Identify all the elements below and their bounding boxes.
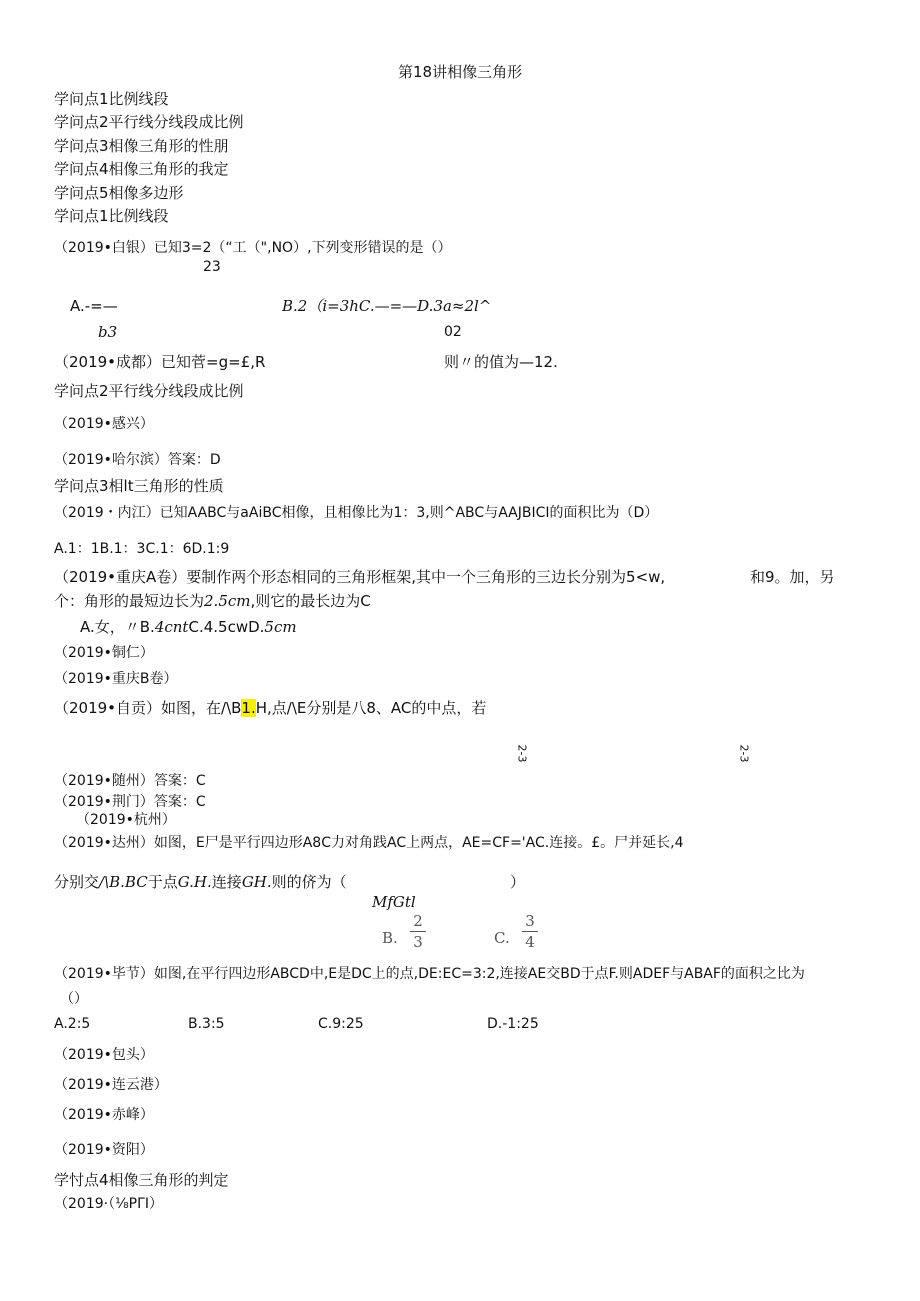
toc-item-1: 学问点1比例线段 <box>54 90 169 108</box>
question-12: （2019•杭州） <box>76 812 176 828</box>
question-10: （2019•随州）答案：C <box>54 773 206 789</box>
question-1-option-a-sub: b3 <box>98 323 118 341</box>
question-18: （2019•资阳） <box>54 1142 154 1158</box>
question-6-right: 和9。加，另 <box>750 568 835 586</box>
question-2-right: 则〃的值为—12. <box>444 353 558 371</box>
question-2-left: （2019•成都）已知菅=g=£,R <box>54 353 266 371</box>
question-6-line-2: 个：角形的最短边长为2.5cm,则它的最长边为C <box>54 592 371 610</box>
question-6-options: A.女，〃B.4cntC.4.5cwD.5cm <box>80 618 297 636</box>
question-13-option-b-fraction: 2 3 <box>410 912 426 951</box>
question-1-option-d-sub: 02 <box>444 324 462 340</box>
question-14-option-b: B.3:5 <box>188 1016 225 1032</box>
question-1-sub: 23 <box>203 259 221 275</box>
question-14-paren: （） <box>60 991 88 1007</box>
toc-item-4: 学问点4相像三角形的我定 <box>54 160 229 178</box>
question-5-options: A.1：1B.1：3C.1：6D.1:9 <box>54 541 230 557</box>
question-1-option-a: A.-=— <box>70 297 118 315</box>
question-9-fraction-2: 2-3 <box>737 744 751 763</box>
toc-item-5: 学问点5相像多边形 <box>54 184 184 202</box>
toc-item-2: 学问点2平行线分线段成比例 <box>54 113 244 131</box>
question-14-option-a: A.2:5 <box>54 1016 91 1032</box>
section-heading-4: 学忖点4相像三角形的判定 <box>54 1171 229 1189</box>
question-15: （2019•包头） <box>54 1047 154 1063</box>
question-5: （2019・内江）已知AABC与aAiBC相像，且相像比为1：3,则^ABC与AAJBICI的面积比为（D） <box>54 505 659 521</box>
question-14: （2019•毕节）如图,在平行四边形ABCD中,E是DC上的点,DE:EC=3:2,连接AE交BD于点F.则ADEF与ABAF的面积之比为 <box>54 966 805 982</box>
section-heading-1: 学问点1比例线段 <box>54 207 169 225</box>
question-17: （2019•赤峰） <box>54 1107 154 1123</box>
question-4: （2019•哈尔滨）答案：D <box>54 452 221 468</box>
question-13: （2019•达州）如图，E尸是平行四边形A8C力对角践AC上两点，AE=CF='AC.连接。£。尸并延长,4 <box>54 835 684 851</box>
question-3: （2019•感兴） <box>54 416 154 432</box>
question-7: （2019•铜仁） <box>54 645 154 661</box>
question-13-formula: MfGtl <box>372 893 416 911</box>
section-heading-2: 学问点2平行线分线段成比例 <box>54 382 244 400</box>
page-title: 第18讲相像三角形 <box>398 63 523 81</box>
question-13-option-c-label: C. <box>494 929 510 947</box>
question-6-left: （2019•重庆A卷）要制作两个形态相同的三角形框架,其中一个三角形的三边长分别为5<w, <box>54 568 666 586</box>
toc-item-3: 学问点3相像三角形的性朋 <box>54 137 229 155</box>
question-19: （2019·（⅛PΓI） <box>54 1196 164 1212</box>
question-9: （2019•自贡）如图，在/\B1.H,点/\E分别是八8、AC的中点，若 <box>54 699 487 717</box>
question-8: （2019•重庆B卷） <box>54 671 178 687</box>
question-14-option-c: C.9:25 <box>318 1016 364 1032</box>
section-heading-3: 学问点3相lt三角形的性质 <box>54 477 224 495</box>
question-1: （2019•白银）已知3=2（“工（",NO）,下列变形错误的是（） <box>54 240 452 256</box>
highlight-mark: 1. <box>241 699 256 717</box>
question-14-option-d: D.-1:25 <box>487 1016 539 1032</box>
question-13-option-b-label: B. <box>382 929 398 947</box>
question-11: （2019•荆门）答案：C <box>54 794 206 810</box>
question-16: （2019•连云港） <box>54 1077 168 1093</box>
question-13-line-2: 分别交/\B.BC于点G.H.连接GH.则的侪为（ <box>54 873 347 891</box>
question-13-option-c-fraction: 3 4 <box>522 912 538 951</box>
question-1-options-bcd: B.2（i=3hC.—=—D.3a≈2l^ <box>282 297 492 315</box>
question-9-fraction-1: 2-3 <box>515 744 529 763</box>
question-13-paren-close: ） <box>510 873 526 891</box>
